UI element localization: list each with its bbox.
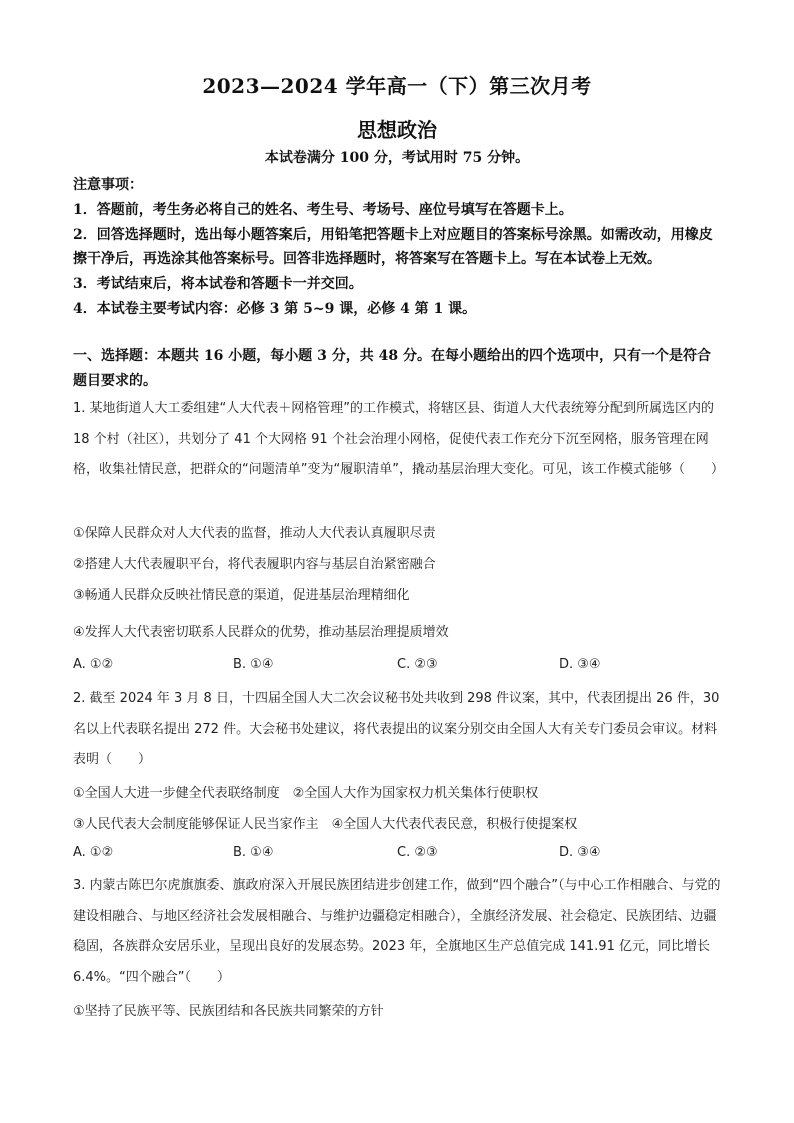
question-option: ③畅通人民群众反映社情民意的渠道，促进基层治理精细化 xyxy=(73,588,410,603)
section-heading: 一、选择题：本题共 16 小题，每小题 3 分，共 48 分。在每小题给出的四个选项中，只有一个是符合题目要求的。 xyxy=(73,348,711,389)
choice-a: A. ①② xyxy=(73,845,114,860)
exam-subject: 思想政治 xyxy=(357,118,437,142)
choice-c: C. ②③ xyxy=(397,845,438,860)
notes-block xyxy=(73,173,723,322)
choice-b: B. ①④ xyxy=(233,845,274,860)
question-stem: 3. 内蒙古陈巴尔虎旗旗委、旗政府深入开展民族团结进步创建工作，做到“四个融合”（与中心工作相融合、与党的建设相融合、与地区经济社会发展相融合、与维护边疆稳定相融合），全旗经济发展、社会稳定、民族团结、边疆稳固，各族群众安居乐业，呈现出良好的发展态势。2023 年，全旗地区生产总值完成 141.91 亿元，同比增长 6.4%。“四个融合”（ ） xyxy=(73,878,721,985)
question-option: ③人民代表大会制度能够保证人民当家作主 ④全国人大代表代表民意，积极行使提案权 xyxy=(73,817,578,832)
question-option: ④发挥人大代表密切联系人民群众的优势，推动基层治理提质增效 xyxy=(73,625,449,640)
choice-d: D. ③④ xyxy=(559,845,601,860)
question-option: ②搭建人大代表履职平台，将代表履职内容与基层自治紧密融合 xyxy=(73,557,436,572)
exam-title: 2023—2024 学年高一（下）第三次月考 xyxy=(202,74,592,98)
notes-item: 1．答题前，考生务必将自己的姓名、考生号、考场号、座位号填写在答题卡上。 xyxy=(73,201,573,218)
notes-item: 4．本试卷主要考试内容：必修 3 第 5~9 课，必修 4 第 1 课。 xyxy=(73,300,477,317)
notes-item: 2．回答选择题时，选出每小题答案后，用铅笔把答题卡上对应题目的答案标号涂黑。如需改动，用橡皮擦干净后，再选涂其他答案标号。回答非选择题时，将答案写在答题卡上。写在本试卷上无效。 xyxy=(73,226,713,268)
choice-c: C. ②③ xyxy=(397,657,438,672)
question-stem: 1. 某地街道人大工委组建“人大代表＋网格管理”的工作模式，将辖区县、街道人大代表统筹分配到所属选区内的 18 个村（社区），共划分了 41 个大网格 91 个社会治理小网格，促使代表工作充分下沉至网格，服务管理在网格，收集社情民意，把群众的“问题清单”变为“履职清单”，撬动基层治理大变化。可见，该工作模式能够（ ） xyxy=(73,401,724,477)
answer-choices xyxy=(73,845,723,867)
notes-heading: 注意事项： xyxy=(73,177,143,193)
choice-a: A. ①② xyxy=(73,657,114,672)
question-option: ①保障人民群众对人大代表的监督，推动人大代表认真履职尽责 xyxy=(73,526,436,541)
choice-d: D. ③④ xyxy=(559,657,601,672)
question-option: ①坚持了民族平等、民族团结和各民族共同繁荣的方针 xyxy=(73,1004,384,1019)
answer-choices xyxy=(73,657,723,679)
notes-item: 3．考试结束后，将本试卷和答题卡一并交回。 xyxy=(73,276,363,293)
choice-b: B. ①④ xyxy=(233,657,274,672)
question-stem: 2. 截至 2024 年 3 月 8 日，十四届全国人大二次会议秘书处共收到 298 件议案，其中，代表团提出 26 件，30 名以上代表联名提出 272 件。大会秘书处建议，将代表提出的议案分别交由全国人大有关专门委员会审议。材料表明（ ） xyxy=(73,691,720,767)
exam-meta: 本试卷满分 100 分，考试用时 75 分钟。 xyxy=(264,150,530,166)
question-option: ①全国人大进一步健全代表联络制度 ②全国人大作为国家权力机关集体行使职权 xyxy=(73,786,539,801)
